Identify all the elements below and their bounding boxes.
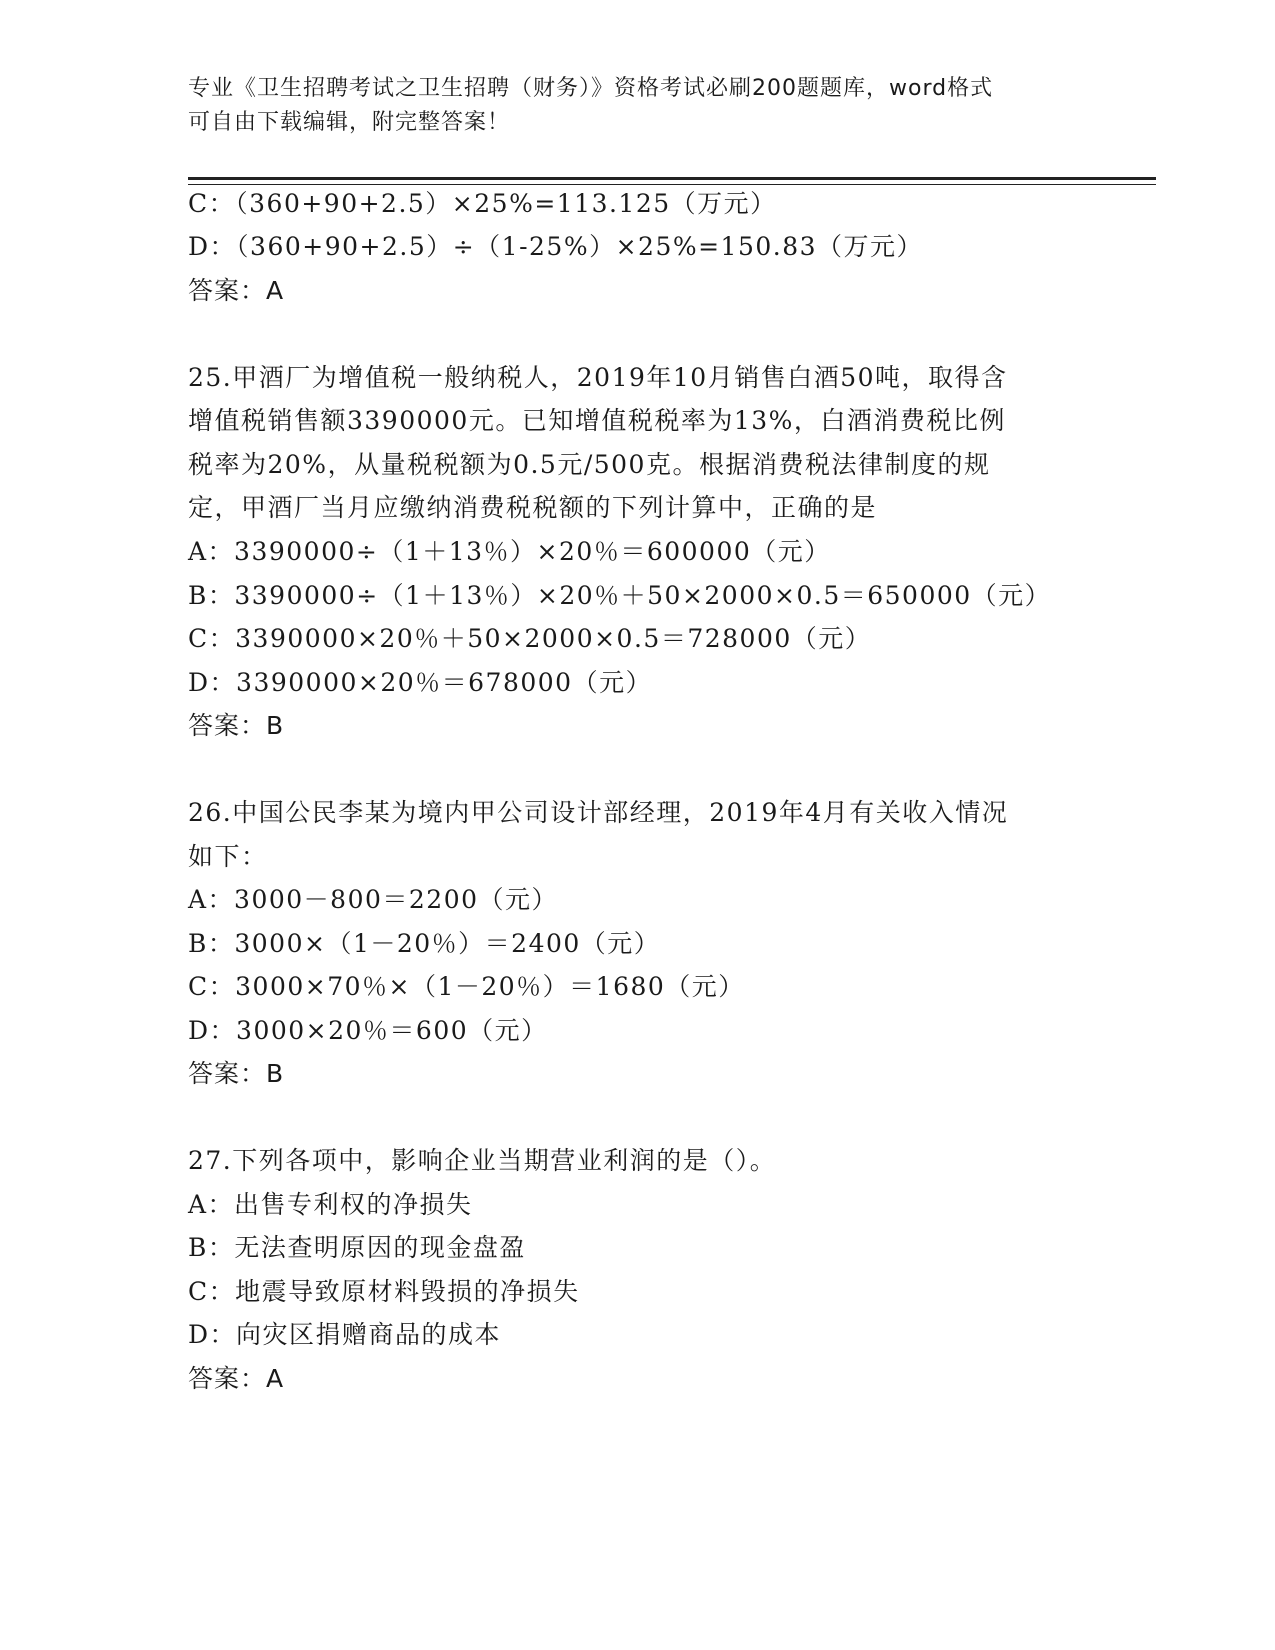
q24-option-d: D：（360+90+2.5）÷（1-25%）×25%=150.83（万元） bbox=[188, 232, 924, 261]
header-line-1: 专业《卫生招聘考试之卫生招聘（财务）》资格考试必刷200题题库，word格式 bbox=[188, 76, 994, 101]
q26-stem-line-1: 26.中国公民李某为境内甲公司设计部经理，2019年4月有关收入情况 bbox=[188, 798, 1009, 827]
q24-option-c: C：（360+90+2.5）×25%=113.125（万元） bbox=[188, 189, 777, 218]
q26-stem-line-2: 如下： bbox=[188, 842, 268, 871]
q26-option-c: C：3000×70％×（1－20％）＝1680（元） bbox=[188, 972, 745, 1001]
q26-option-a: A：3000－800＝2200（元） bbox=[188, 885, 559, 914]
q25-option-c: C：3390000×20％＋50×2000×0.5＝728000（元） bbox=[188, 624, 872, 653]
q26-option-d: D：3000×20％＝600（元） bbox=[188, 1016, 548, 1045]
q25-stem-line-2: 增值税销售额3390000元。已知增值税税率为13%，白酒消费税比例 bbox=[188, 406, 1006, 435]
q25-stem-line-3: 税率为20%，从量税税额为0.5元/500克。根据消费税法律制度的规 bbox=[188, 450, 991, 479]
q26-answer: 答案：B bbox=[188, 1059, 285, 1088]
q26-option-b: B：3000×（1－20％）＝2400（元） bbox=[188, 929, 661, 958]
q25-option-a: A：3390000÷（1＋13％）×20％＝600000（元） bbox=[188, 537, 831, 566]
q25-option-b: B：3390000÷（1＋13％）×20％＋50×2000×0.5＝650000（元） bbox=[188, 581, 1052, 610]
document-header bbox=[188, 72, 1088, 140]
header-line-2: 可自由下载编辑，附完整答案！ bbox=[188, 110, 511, 135]
header-rule-thick bbox=[188, 177, 1156, 180]
q27-stem-line-1: 27.下列各项中，影响企业当期营业利润的是（）。 bbox=[188, 1146, 777, 1175]
q25-option-d: D：3390000×20％＝678000（元） bbox=[188, 668, 653, 697]
q25-stem-line-4: 定，甲酒厂当月应缴纳消费税税额的下列计算中，正确的是 bbox=[188, 493, 878, 522]
q27-option-d: D：向灾区捐赠商品的成本 bbox=[188, 1320, 502, 1349]
q27-option-a: A：出售专利权的净损失 bbox=[188, 1190, 473, 1219]
q27-answer: 答案：A bbox=[188, 1364, 285, 1393]
q27-option-c: C：地震导致原材料毁损的净损失 bbox=[188, 1277, 580, 1306]
header-rule-thin bbox=[188, 184, 1156, 185]
q25-answer: 答案：B bbox=[188, 711, 285, 740]
q27-option-b: B：无法查明原因的现金盘盈 bbox=[188, 1233, 526, 1262]
q25-stem-line-1: 25.甲酒厂为增值税一般纳税人，2019年10月销售白酒50吨，取得含 bbox=[188, 363, 1008, 392]
q24-answer: 答案：A bbox=[188, 276, 285, 305]
